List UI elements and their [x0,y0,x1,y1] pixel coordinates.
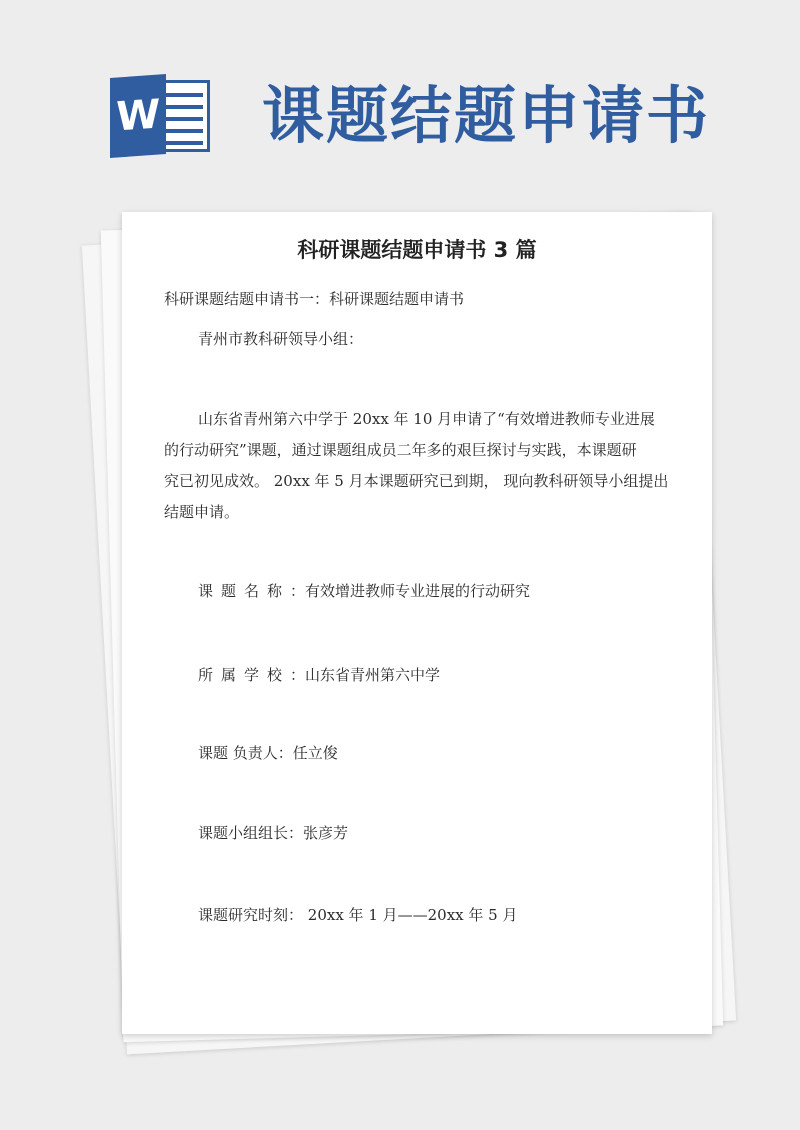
field-value: 20xx 年 1 月——20xx 年 5 月 [303,906,518,924]
text-line-shape [163,141,203,145]
document-title: 科研课题结题申请书 3 篇 [297,238,537,262]
field-value: 有效增进教师专业进展的行动研究 [305,582,531,600]
field-value: 张彦芳 [303,824,349,842]
greeting-line: 青州市教科研领导小组： [198,330,364,348]
banner-title: 课题结题申请书 [262,79,711,152]
body-line: 究已初见成效。 20xx 年 5 月本课题研究已到期， 现向教科研领导小组提出 [164,472,669,490]
field-label: 课题名称： [198,582,314,600]
text-line-shape [163,117,203,121]
document-page [122,212,712,1034]
field-research-period [198,904,518,926]
document-subtitle: 科研课题结题申请书一：科研课题结题申请书 [164,290,465,308]
body-line: 结题申请。 [164,503,240,521]
field-label: 课题 负责人： [198,744,293,762]
banner [0,0,800,200]
field-project-lead [198,742,338,764]
body-line: 山东省青州第六中学于 20xx 年 10 月申请了“有效增进教师专业进展 [198,410,655,428]
body-paragraph [164,404,674,528]
body-line: 的行动研究”课题，通过课题组成员二年多的艰巨探讨与实践，本课题研 [164,441,637,459]
word-document-icon [110,76,212,156]
text-line-shape [163,105,203,109]
field-value: 任立俊 [292,744,338,762]
text-line-shape [163,129,203,133]
field-value: 山东省青州第六中学 [305,666,441,684]
text-line-shape [163,93,203,97]
field-school [198,664,440,686]
field-label: 课题研究时刻： [198,906,304,924]
field-label: 课题小组组长： [198,824,304,842]
field-project-name [198,580,530,602]
field-group-leader [198,822,348,844]
word-logo-letter: W [110,74,166,158]
field-label: 所属学校： [198,666,314,684]
